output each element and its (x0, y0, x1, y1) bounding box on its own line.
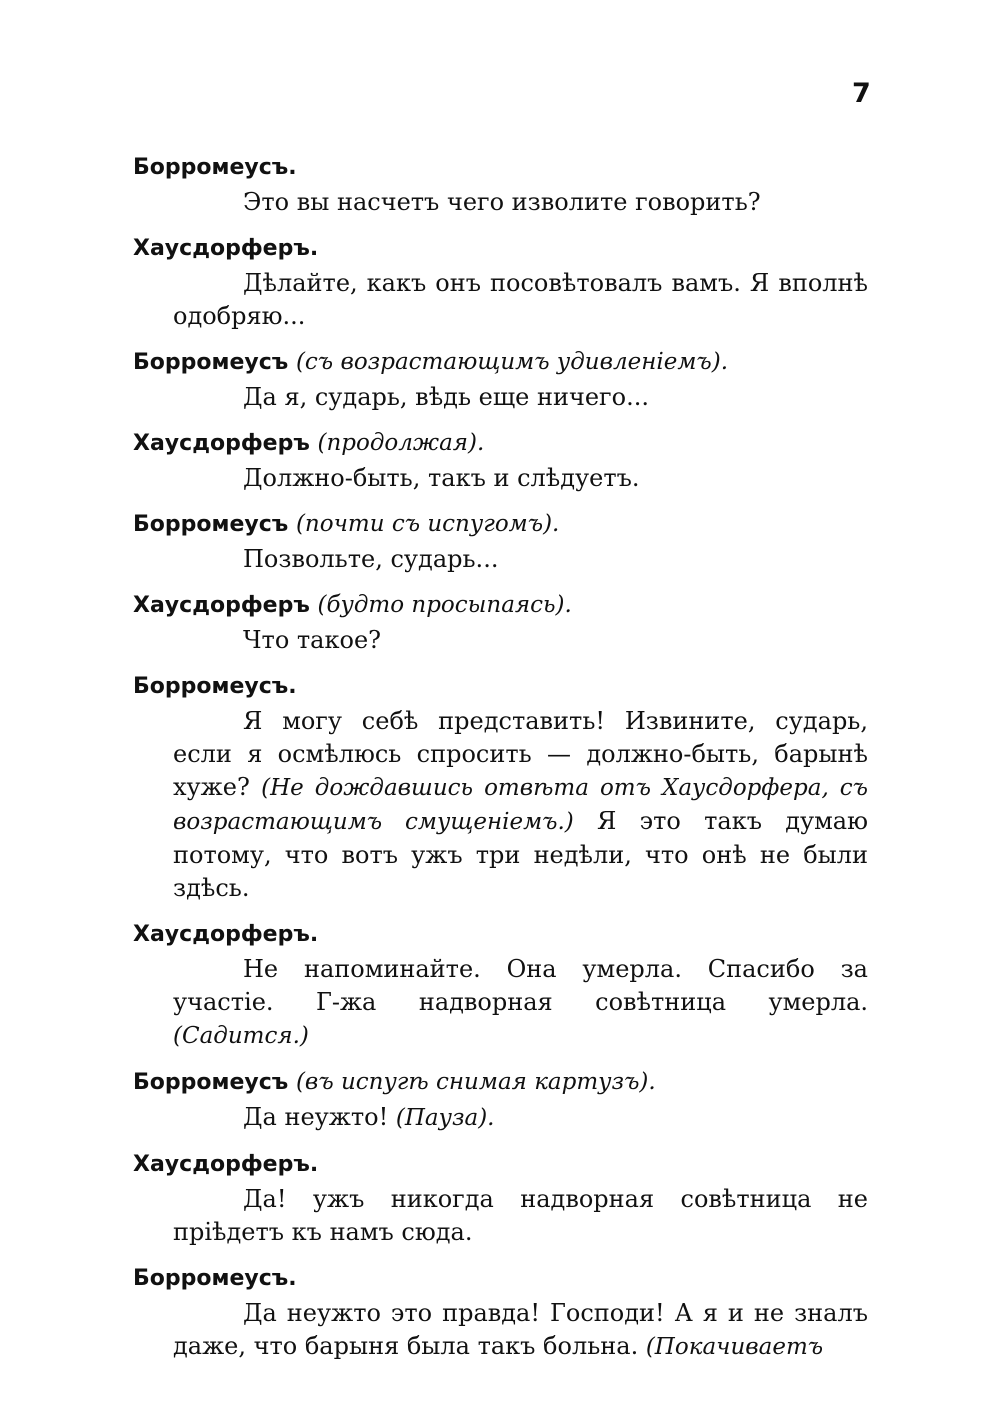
dialogue-block (133, 917, 868, 1053)
stage-direction: (Пауза). (395, 1105, 495, 1131)
speaker-name: Хаусдорферъ (133, 431, 310, 456)
speech-text (133, 705, 868, 905)
speaker-line (133, 588, 868, 622)
speech-segment: Не напоминайте. Она умерла. Спасибо за участіе. Г-жа надворная совѣтница умерла. (173, 955, 868, 1016)
stage-direction: (въ испугѣ снимая картузъ). (295, 1069, 656, 1095)
stage-direction: (почти съ испугомъ). (295, 511, 560, 537)
speech-text (133, 1183, 868, 1249)
speaker-line (133, 231, 868, 265)
speech-segment: Я это такъ думаю потому, что вотъ ужъ три недѣли, что онѣ не были здѣсь. (173, 807, 868, 902)
stage-direction: (продолжая). (317, 430, 485, 456)
speech-text (133, 462, 868, 495)
speaker-line (133, 1261, 868, 1295)
dialogue-block (133, 426, 868, 495)
speaker-name: Борромеусъ. (133, 1266, 297, 1291)
speech-segment: Это вы насчетъ чего изволите говорить? (243, 188, 761, 216)
speech-text (133, 624, 868, 657)
page-number: 7 (852, 78, 871, 109)
speaker-line (133, 507, 868, 541)
speech-segment: Да неужто это правда! Господи! А я и не зналъ даже, что барыня была такъ больна. (173, 1299, 868, 1360)
speech-segment: Да я, сударь, вѣдь еще ничего... (243, 383, 649, 411)
speech-segment: Я могу себѣ представить! Извините, сударь, если я осмѣлюсь спросить — должно-быть, барынѣ хуже? (173, 707, 868, 801)
speech-text (133, 953, 868, 1053)
speaker-line (133, 1065, 868, 1099)
speech-segment: Дѣлайте, какъ онъ посовѣтовалъ вамъ. Я вполнѣ одобряю... (173, 269, 868, 330)
dialogue-block (133, 231, 868, 333)
speech-text (133, 267, 868, 333)
speech-segment: Позвольте, сударь... (243, 545, 499, 573)
speaker-line (133, 669, 868, 703)
dialogue-block (133, 1261, 868, 1364)
speaker-name: Борромеусъ. (133, 155, 297, 180)
speaker-name: Борромеусъ (133, 350, 289, 375)
stage-direction: (съ возрастающимъ удивленіемъ). (295, 349, 729, 375)
speaker-name: Борромеусъ (133, 1070, 289, 1095)
speech-text (133, 186, 868, 219)
dialogue-block (133, 669, 868, 905)
stage-direction: (Садится.) (173, 1023, 309, 1049)
speaker-name: Хаусдорферъ. (133, 922, 319, 947)
speech-segment: Да! ужъ никогда надворная совѣтница не пріѣдетъ къ намъ сюда. (173, 1185, 868, 1246)
speaker-name: Хаусдорферъ. (133, 1152, 319, 1177)
speech-segment: Да неужто! (243, 1103, 396, 1131)
speaker-name: Хаусдорферъ (133, 593, 310, 618)
speech-text (133, 381, 868, 414)
dialogue-block (133, 150, 868, 219)
speech-text (133, 543, 868, 576)
dialogue-block (133, 1065, 868, 1135)
speaker-name: Борромеусъ. (133, 674, 297, 699)
speaker-name: Хаусдорферъ. (133, 236, 319, 261)
dialogue-block (133, 507, 868, 576)
speaker-line (133, 917, 868, 951)
dialogue-block (133, 345, 868, 414)
speaker-name: Борромеусъ (133, 512, 289, 537)
speech-text (133, 1297, 868, 1364)
dialogue-block (133, 588, 868, 657)
stage-direction: (будто просыпаясь). (317, 592, 572, 618)
speaker-line (133, 345, 868, 379)
speaker-line (133, 1147, 868, 1181)
speech-segment: Должно-быть, такъ и слѣдуетъ. (243, 464, 640, 492)
stage-direction: (Покачиваетъ (645, 1334, 824, 1360)
speaker-line (133, 150, 868, 184)
dialogue-block (133, 1147, 868, 1249)
dialogue-body (133, 150, 868, 1376)
speech-text (133, 1101, 868, 1135)
speech-segment: Что такое? (243, 626, 382, 654)
stage-direction: (Не дождавшись отвѣта отъ Хаусдорфера, съ возрастающимъ смущеніемъ.) (173, 775, 868, 835)
speaker-line (133, 426, 868, 460)
